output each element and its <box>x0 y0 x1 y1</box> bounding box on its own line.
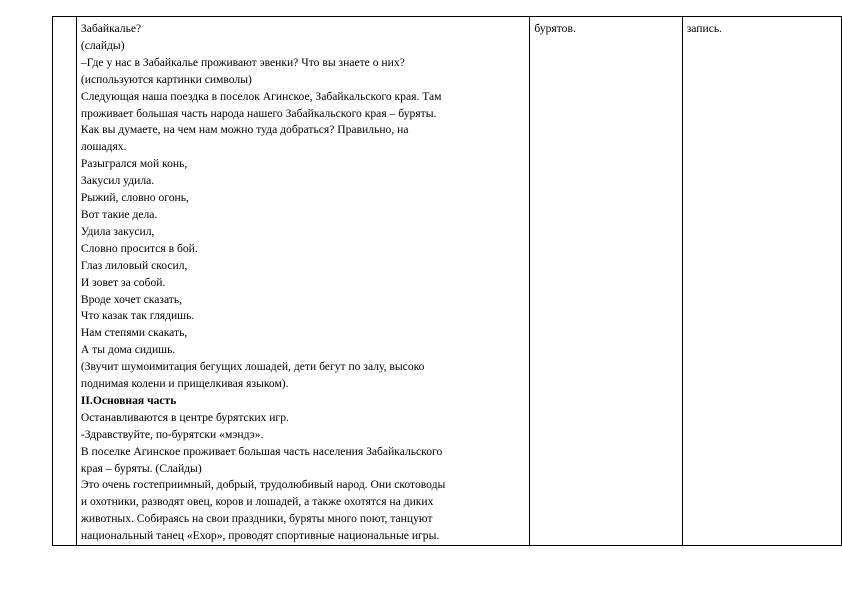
content-line: -Здравствуйте, по-бурятски «мэндэ». <box>80 427 264 441</box>
content-line: Глаз лиловый скосил, <box>80 258 188 272</box>
content-line: Закусил удила. <box>80 174 155 188</box>
content-line: Как вы думаете, на чем нам можно туда добраться? Правильно, на <box>80 123 409 137</box>
content-line: II.Основная часть <box>80 393 177 407</box>
content-line: Словно просится в бой. <box>80 241 198 255</box>
content-line: Что казак так глядишь. <box>80 309 195 323</box>
content-line: животных. Собираясь на свои праздники, буряты много поют, танцуют <box>80 512 433 526</box>
content-line: и охотники, разводят овец, коров и лошадей, а также охотятся на диких <box>80 495 434 509</box>
content-line: И зовет за собой. <box>80 275 166 289</box>
content-line: А ты дома сидишь. <box>80 343 176 357</box>
content-line: поднимая колени и прищелкивая языком). <box>80 377 289 391</box>
content-line: (используются картинки символы) <box>80 72 252 86</box>
content-line: проживает большая часть народа нашего Забайкальского края – буряты. <box>80 106 437 120</box>
number-cell <box>53 17 77 546</box>
content-line: (Звучит шумоимитация бегущих лошадей, дети бегут по залу, высоко <box>80 360 425 374</box>
content-line: края – буряты. (Слайды) <box>80 461 202 475</box>
content-line: национальный танец «Ехор», проводят спортивные национальные игры. <box>80 529 440 543</box>
content-cell <box>76 17 529 546</box>
content-line: Следующая наша поездка в поселок Агинское, Забайкальского края. Там <box>80 89 442 103</box>
content-line: (слайды) <box>80 38 125 52</box>
notes-cell <box>682 17 841 546</box>
content-line: В поселке Агинское проживает большая часть населения Забайкальского <box>80 444 443 458</box>
content-line: –Где у нас в Забайкалье проживают эвенки? Что вы знаете о них? <box>80 55 405 69</box>
content-line: Останавливаются в центре бурятских игр. <box>80 410 289 424</box>
content-lines <box>81 21 526 545</box>
content-line: Нам степями скакать, <box>80 326 188 340</box>
content-line: Рыжий, словно огонь, <box>80 191 189 205</box>
content-line: Это очень гостеприимный, добрый, трудолюбивый народ. Они скотоводы <box>80 478 446 492</box>
lesson-table <box>52 16 842 546</box>
notes-text: запись. <box>686 22 723 35</box>
children-activity-text: бурятов. <box>534 22 576 35</box>
content-line: Вроде хочет сказать, <box>80 292 183 306</box>
content-line: Удила закусил, <box>80 224 155 238</box>
content-line: лошадях. <box>80 140 127 154</box>
table-row <box>53 17 842 546</box>
content-line: Вот такие дела. <box>80 207 158 221</box>
content-line: Забайкалье? <box>80 22 142 35</box>
content-line: Разыгрался мой конь, <box>80 157 188 171</box>
children-activity-cell <box>530 17 682 546</box>
